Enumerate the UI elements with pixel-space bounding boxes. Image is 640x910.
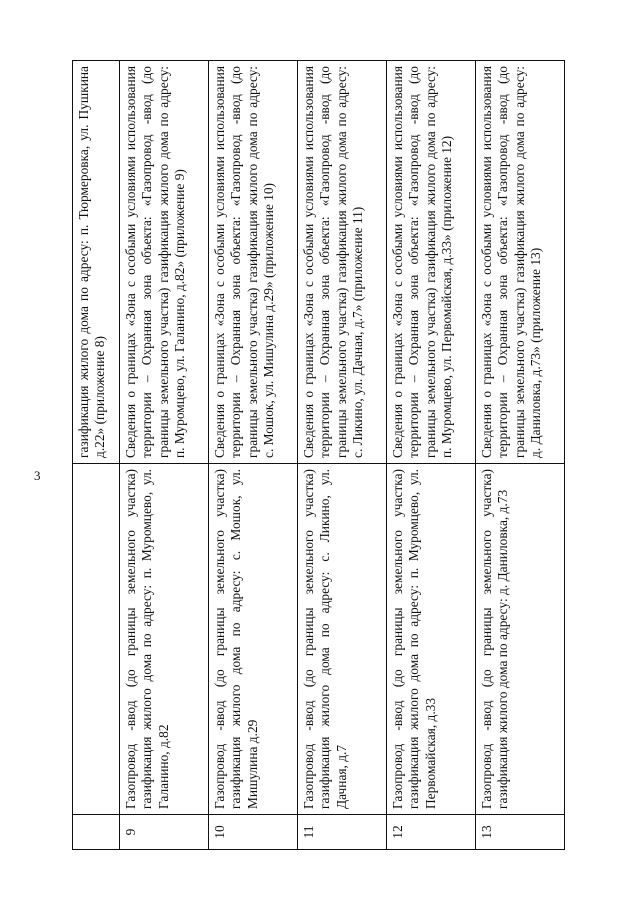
table-row: [387, 61, 476, 850]
page-number: 3: [34, 468, 41, 483]
cell-object: Газопровод -ввод (до границы земельного участка) газификация жилого дома по адресу: п. Муромцево, ул. Галанино, д.82: [120, 464, 209, 815]
cell-info: Сведения о границах «Зона с особыми условиями использования территории – Охранная зона объекта: «Газопровод -ввод (до границы земельного участка) газификация жилого дома по адресу: п. Муромцево, ул. Галанино, д.82» (приложение 9): [120, 61, 209, 464]
cell-info: Сведения о границах «Зона с особыми условиями использования территории – Охранная зона объекта: «Газопровод -ввод (до границы земельного участка) газификация жилого дома по адресу: с. Ликино, ул. Дачная, д.7» (приложение 11): [298, 61, 387, 464]
cell-object: Газопровод -ввод (до границы земельного участка) газификация жилого дома по адресу: д. Даниловка, д.73: [476, 464, 565, 815]
cell-number: 9: [120, 815, 209, 850]
cell-object: [73, 464, 120, 815]
cell-info: газификация жилого дома по адресу: п. Тюрмеровка, ул. Пушкина д.22» (приложение 8): [73, 61, 120, 464]
zones-table: [72, 60, 565, 850]
cell-number: 12: [387, 815, 476, 850]
cell-object: Газопровод -ввод (до границы земельного участка) газификация жилого дома по адресу: с. Ликино, ул. Дачная, д.7: [298, 464, 387, 815]
table-row: [298, 61, 387, 850]
cell-object: Газопровод -ввод (до границы земельного участка) газификация жилого дома по адресу: с. Мошок, ул. Мишулина д.29: [209, 464, 298, 815]
table-row: [476, 61, 565, 850]
cell-number: 13: [476, 815, 565, 850]
cell-number: 10: [209, 815, 298, 850]
table-row: [209, 61, 298, 850]
cell-number: 11: [298, 815, 387, 850]
cell-number: [73, 815, 120, 850]
cell-info: Сведения о границах «Зона с особыми условиями использования территории – Охранная зона объекта: «Газопровод -ввод (до границы земельного участка) газификация жилого дома по адресу: п. Муромцево, ул. Первомайская, д.33» (приложение 12): [387, 61, 476, 464]
cell-object: Газопровод -ввод (до границы земельного участка) газификация жилого дома по адресу: п. Муромцево, ул. Первомайская, д.33: [387, 464, 476, 815]
table-row: [120, 61, 209, 850]
cell-info: Сведения о границах «Зона с особыми условиями использования территории – Охранная зона объекта: «Газопровод -ввод (до границы земельного участка) газификация жилого дома по адресу: с. Мошок, ул. Мишулина д.29» (приложение 10): [209, 61, 298, 464]
rotated-page-content: [72, 60, 552, 850]
cell-info: Сведения о границах «Зона с особыми условиями использования территории – Охранная зона объекта: «Газопровод -ввод (до границы земельного участка) газификация жилого дома по адресу: д. Даниловка, д.73» (приложение 13): [476, 61, 565, 464]
table-row-continuation: [73, 61, 120, 850]
